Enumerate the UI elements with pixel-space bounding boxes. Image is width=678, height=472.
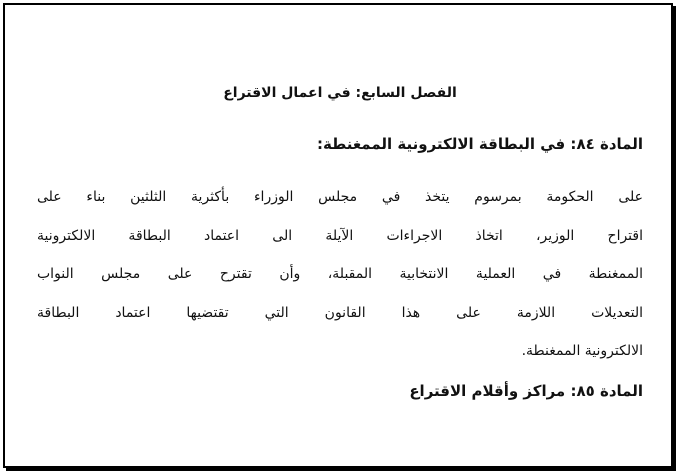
- article-84-line-5: الالكترونية الممغنطة.: [521, 343, 643, 359]
- article-84-line-2: اقتراح الوزير، اتخاذ الاجراءات الآيلة الى اعتماد البطاقة الالكترونية: [37, 227, 643, 244]
- document-page: [3, 3, 673, 468]
- article-85-heading: المادة ٨٥: مراكز وأقلام الاقتراع: [409, 381, 643, 400]
- article-84-line-4: التعديلات اللازمة على هذا القانون التي تقتضيها اعتماد البطاقة: [37, 304, 643, 321]
- article-84-line-1: على الحكومة بمرسوم يتخذ في مجلس الوزراء بأكثرية الثلثين بناء على: [37, 189, 643, 205]
- article-84-line-3: الممغنطة في العملية الانتخابية المقبلة، وأن تقترح على مجلس النواب: [37, 266, 643, 282]
- article-84-heading: المادة ٨٤: في البطاقة الالكترونية الممغنطة:: [317, 135, 643, 153]
- article-84-body: [37, 178, 643, 371]
- chapter-title: الفصل السابع: في اعمال الاقتراع: [223, 85, 457, 101]
- document-content: [37, 83, 643, 425]
